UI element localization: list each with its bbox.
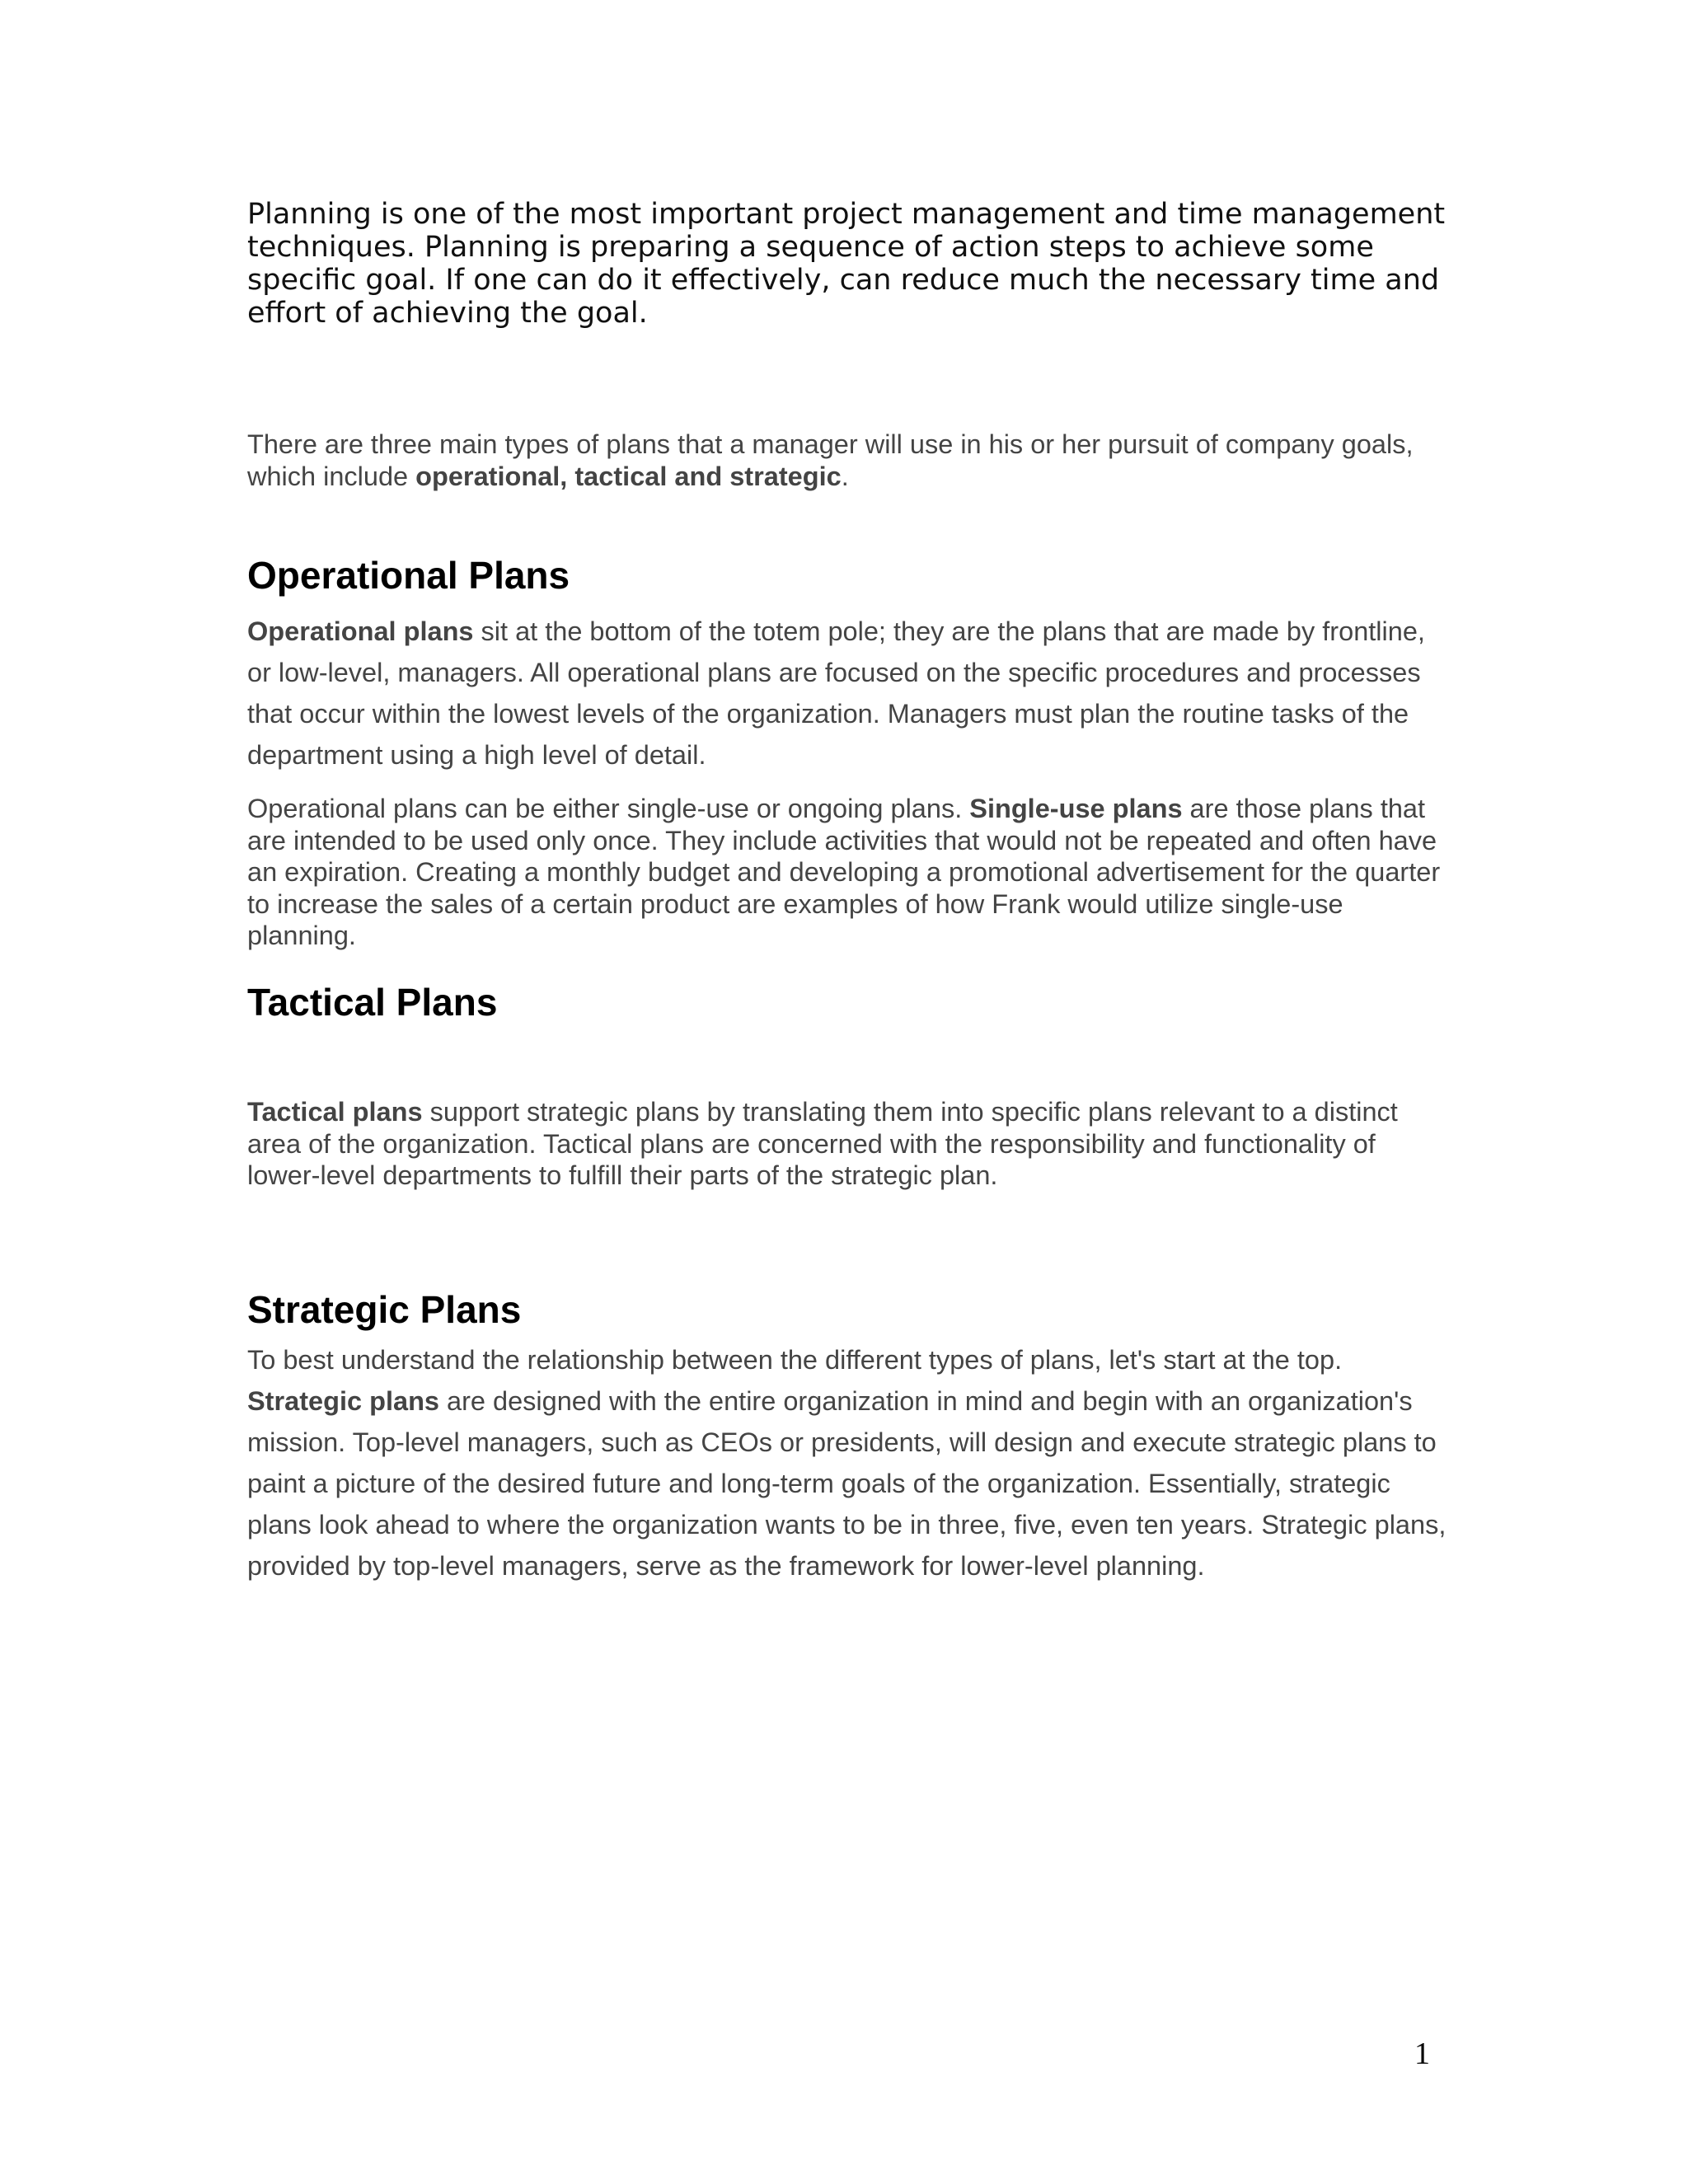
operational-plans-heading: Operational Plans	[247, 554, 570, 597]
overview-text-before: There are three main types of plans that a manager will use in his or her pursuit of company goals, which include	[247, 429, 1414, 491]
operational-p2-bold: Single-use plans	[969, 794, 1183, 823]
strategic-paragraph-1	[247, 1339, 1451, 1586]
tactical-p1-text: support strategic plans by translating them into specific plans relevant to a distinct area of the organization. Tactical plans are concerned with the responsibility and functionality of lower-level departments to fulfill their parts of the strategic plan.	[247, 1097, 1398, 1190]
page-number: 1	[1414, 2036, 1430, 2071]
tactical-p1-bold: Tactical plans	[247, 1097, 423, 1127]
overview-text-after: .	[841, 461, 849, 491]
strategic-p1-bold: Strategic plans	[247, 1386, 439, 1416]
strategic-p1-text-before: To best understand the relationship between the different types of plans, let's start at the top.	[247, 1345, 1343, 1375]
operational-p2-text-before: Operational plans can be either single-use or ongoing plans.	[247, 794, 970, 823]
overview-bold: operational, tactical and strategic	[415, 461, 842, 491]
operational-p1-bold: Operational plans	[247, 616, 474, 646]
intro-paragraph: Planning is one of the most important project management and time management techniques. Planning is preparing a sequence of action steps to achieve some specific goal. If one can do it effectively, can reduce much the necessary time and effort of achieving the goal.	[247, 198, 1446, 330]
operational-paragraph-1	[247, 611, 1451, 776]
overview-paragraph	[247, 429, 1451, 492]
operational-paragraph-2	[247, 793, 1451, 952]
tactical-plans-heading: Tactical Plans	[247, 981, 498, 1024]
strategic-p1-text-after: are designed with the entire organization in mind and begin with an organization's mission. Top-level managers, such as CEOs or presidents, will design and execute strategic plans to paint a picture of the desired future and long-term goals of the organization. Essentially, strategic plans look ahead to where the organization wants to be in three, five, even ten years. Strategic plans, provided by top-level managers, serve as the framework for lower-level planning.	[247, 1386, 1447, 1581]
operational-p1-text: sit at the bottom of the totem pole; they are the plans that are made by frontline, or low-level, managers. All operational plans are focused on the specific procedures and processes that occur within the lowest levels of the organization. Managers must plan the routine tasks of the department using a high level of detail.	[247, 616, 1425, 770]
strategic-plans-heading: Strategic Plans	[247, 1288, 522, 1331]
tactical-paragraph-1	[247, 1096, 1451, 1192]
operational-p2-text-after: are those plans that are intended to be used only once. They include activities that would not be repeated and often have an expiration. Creating a monthly budget and developing a promotional advertisement for the quarter to increase the sales of a certain product are examples of how Frank would utilize single-use planning.	[247, 794, 1441, 950]
